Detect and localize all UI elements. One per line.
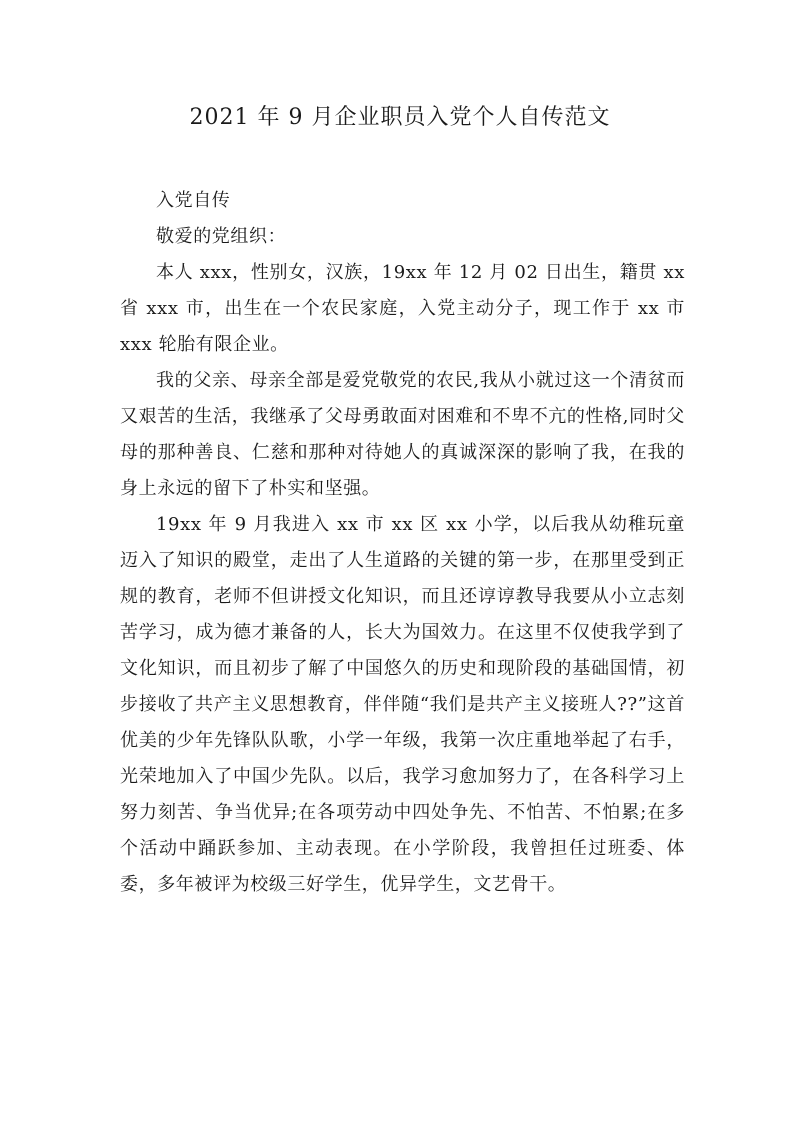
paragraph-personal-info: 本人 xxx，性别女，汉族，19xx 年 12 月 02 日出生，籍贯 xx 省 xxx 市，出生在一个农民家庭，入党主动分子，现工作于 xx 市 xxx 轮胎有限企业。 xyxy=(120,262,685,355)
paragraph-family-background: 我的父亲、母亲全部是爱党敬党的农民,我从小就过这一个清贫而又艰苦的生活，我继承了父母勇敢面对困难和不卑不亢的性格,同时父母的那种善良、仁慈和那种对待她人的真诚深深的影响了我，在我的身上永远的留下了朴实和坚强。 xyxy=(120,370,685,499)
salutation: 敬爱的党组织： xyxy=(156,226,287,247)
document-title: 2021 年 9 月企业职员入党个人自传范文 xyxy=(189,105,611,130)
section-heading: 入党自传 xyxy=(156,190,231,211)
paragraph-primary-school: 19xx 年 9 月我进入 xx 市 xx 区 xx 小学，以后我从幼稚玩童迈入了知识的殿堂，走出了人生道路的关键的第一步，在那里受到正规的教育，老师不但讲授文化知识，而且还谆谆教导我要从小立志刻苦学习，成为德才兼备的人，长大为国效力。在这里不仅使我学到了文化知识，而且初步了解了中国悠久的历史和现阶段的基础国情，初步接收了共产主义思想教育，伴伴随“我们是共产主义接班人??”这首优美的少年先锋队队歌，小学一年级，我第一次庄重地举起了右手，光荣地加入了中国少先队。以后，我学习愈加努力了，在各科学习上努力刻苦、争当优异;在各项劳动中四处争先、不怕苦、不怕累;在多个活动中踊跃参加、主动表现。在小学阶段，我曾担任过班委、体委，多年被评为校级三好学生，优异学生，文艺骨干。 xyxy=(120,514,685,895)
document-body xyxy=(120,183,685,903)
